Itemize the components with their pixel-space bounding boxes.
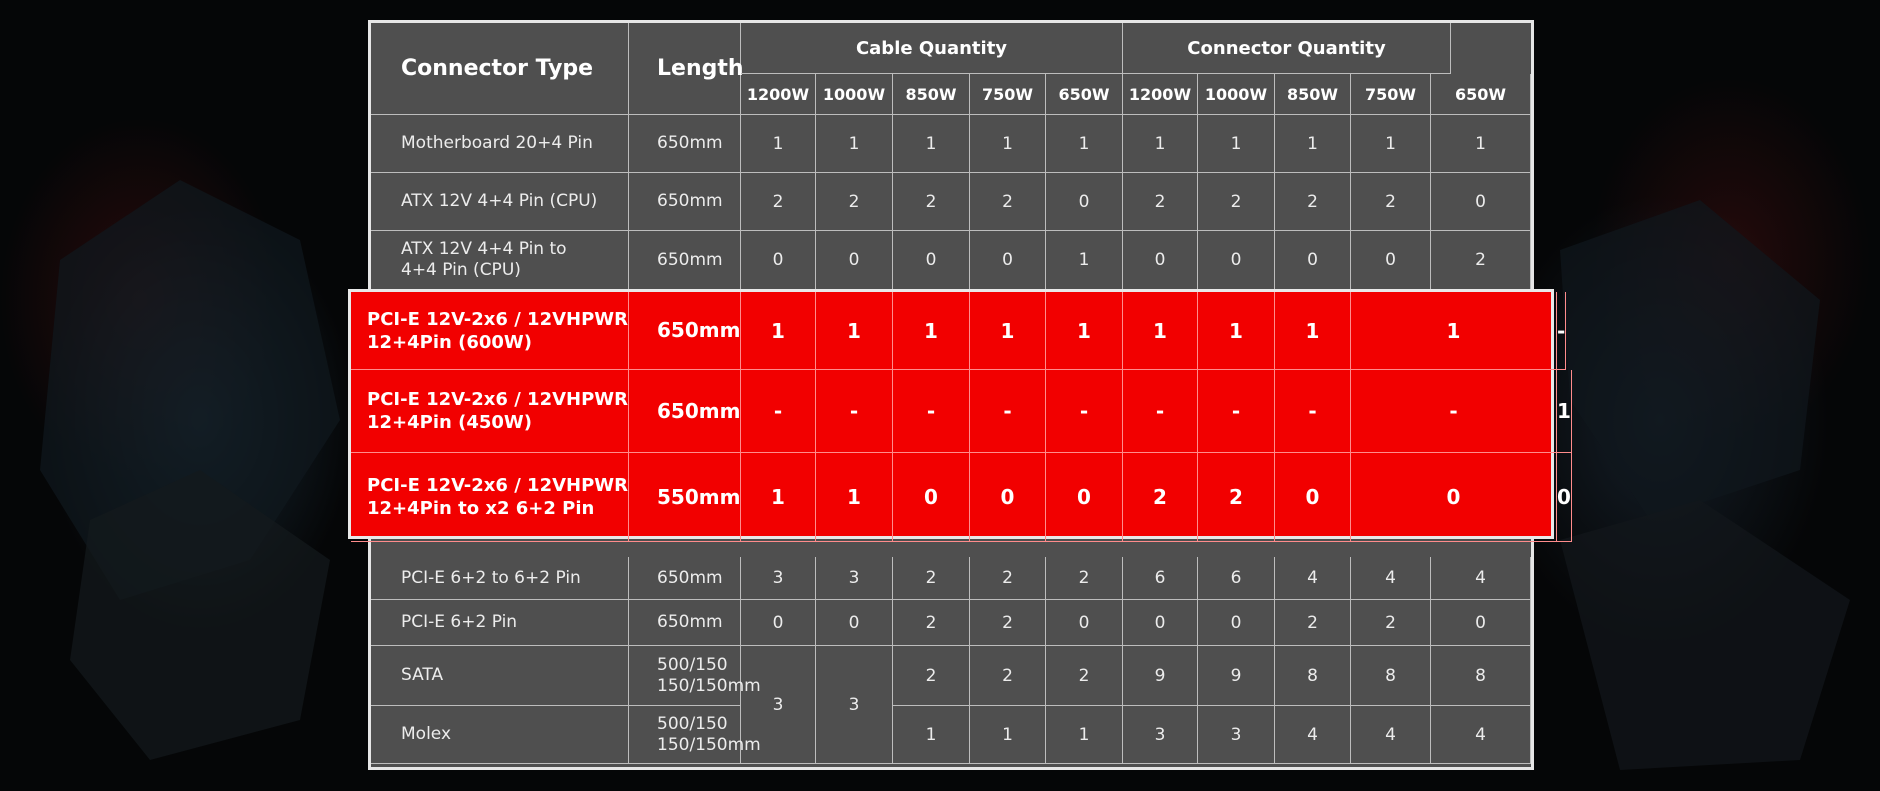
cable-qty-850w — [893, 173, 970, 231]
cable-length-line-1: 500/150 — [657, 654, 728, 675]
connector-qty-850w — [1275, 600, 1351, 646]
connector-name — [351, 370, 629, 453]
cable-qty-1000w-text: 2 — [848, 191, 860, 212]
cable-qty-650w-text: - — [1079, 399, 1089, 423]
cable-qty-650w — [1046, 292, 1123, 370]
cable-length-text: 650mm — [657, 249, 723, 270]
header-length-text: Length — [657, 56, 744, 81]
cable-length-text: 650mm — [657, 133, 723, 153]
connector-qty-1000w-text: 2 — [1230, 191, 1242, 212]
connector-qty-850w-text: 8 — [1307, 665, 1318, 686]
cable-qty-650w-text: 1 — [1078, 133, 1090, 154]
cable-qty-1200w-text: 1 — [771, 485, 785, 509]
connector-qty-750w — [1351, 292, 1557, 370]
cable-qty-1000w-text: 0 — [848, 250, 860, 270]
cable-length — [629, 600, 741, 646]
connector-name-line-1: ATX 12V 4+4 Pin to — [401, 239, 567, 259]
cable-length-text: 550mm — [657, 484, 741, 509]
connector-qty-1000w — [1198, 557, 1275, 600]
cable-qty-650w-text: 2 — [1078, 568, 1090, 588]
cable-length — [629, 370, 741, 453]
connector-qty-1200w-text: 6 — [1154, 568, 1166, 588]
cable-qty-1000w-text: 1 — [847, 485, 861, 509]
connector-qty-650w-text: 1 — [1557, 399, 1571, 423]
connector-name-line-2: 12+4Pin to x2 6+2 Pin — [367, 498, 595, 519]
cable-qty-750w — [970, 453, 1046, 542]
connector-qty-1000w-text: 0 — [1230, 250, 1242, 270]
connector-qty-750w-text: 1 — [1385, 133, 1396, 154]
connector-qty-1200w-text: 1 — [1154, 133, 1166, 154]
connector-qty-1200w — [1123, 115, 1198, 173]
connector-qty-650w — [1431, 600, 1531, 646]
connector-qty-650w — [1431, 115, 1531, 173]
cable-qty-850w — [893, 231, 970, 290]
cable-length — [629, 115, 741, 173]
connector-name — [351, 292, 629, 370]
cable-qty-850w — [893, 292, 970, 370]
connector-qty-850w-text: 1 — [1307, 133, 1318, 154]
cable-length-text: 650mm — [657, 191, 723, 211]
cable-qty-850w — [893, 453, 970, 542]
cable-qty-850w-text: 2 — [925, 568, 937, 588]
cable-qty-1200w — [741, 292, 816, 370]
cable-qty-650w-text: 0 — [1078, 612, 1090, 633]
connector-name-line-1: PCI-E 12V-2x6 / 12VHPWR — [367, 475, 628, 496]
cable-qty-1200w-sata-molex — [741, 646, 816, 764]
connector-qty-850w-text: 2 — [1307, 191, 1318, 212]
header-connector-quantity — [1123, 23, 1451, 74]
cable-qty-1000w — [816, 173, 893, 231]
cable-qty-750w-text: 1 — [1002, 133, 1013, 154]
connector-qty-850w-text: 0 — [1305, 485, 1320, 509]
cable-qty-650w — [1046, 231, 1123, 290]
cable-qty-850w — [893, 706, 970, 764]
cable-qty-650w — [1046, 600, 1123, 646]
cable-qty-750w — [970, 706, 1046, 764]
cable-qty-1000w — [816, 370, 893, 453]
connector-qty-750w — [1351, 706, 1431, 764]
connector-qty-1000w-text: 1 — [1230, 133, 1242, 154]
connector-qty-650w-text: 2 — [1475, 250, 1486, 270]
connector-name-line-2: 12+4Pin (600W) — [367, 331, 532, 353]
connector-qty-1200w-text: 9 — [1154, 665, 1166, 686]
cable-qty-850w-text: 0 — [925, 250, 937, 270]
connector-qty-1000w — [1198, 292, 1275, 370]
cable-qty-750w — [970, 600, 1046, 646]
cable-qty-1000w-sata-molex — [816, 646, 893, 764]
header-connector-type — [371, 23, 629, 115]
cable-qty-1000w-text: 3 — [848, 568, 860, 588]
cable-qty-650w — [1046, 173, 1123, 231]
connector-name-text: SATA — [401, 665, 444, 685]
connector-qty-750w — [1351, 600, 1431, 646]
header-cable-1000w-text: 1000W — [822, 84, 886, 104]
connector-qty-1200w-text: 2 — [1154, 191, 1166, 212]
connector-qty-750w — [1351, 115, 1431, 173]
cable-length — [629, 557, 741, 600]
header-connector-1000w-text: 1000W — [1204, 84, 1268, 104]
connector-qty-650w — [1431, 231, 1531, 290]
connector-qty-850w — [1275, 370, 1351, 453]
connector-qty-750w-text: 2 — [1385, 612, 1396, 633]
header-cable-quantity — [741, 23, 1123, 74]
cable-qty-1000w-text: 0 — [848, 612, 860, 633]
cable-qty-750w-text: 2 — [1002, 568, 1013, 588]
connector-qty-750w — [1351, 453, 1557, 542]
cable-qty-1000w-text: 1 — [847, 318, 861, 343]
connector-name — [371, 115, 629, 173]
header-connector-750w — [1351, 74, 1431, 115]
header-cable-650w — [1046, 74, 1123, 115]
connector-name — [371, 706, 629, 764]
header-connector-quantity-text: Connector Quantity — [1187, 37, 1386, 59]
cable-qty-750w — [970, 115, 1046, 173]
cable-length — [629, 292, 741, 370]
cable-qty-1000w — [816, 231, 893, 290]
connector-qty-850w-text: 4 — [1307, 724, 1318, 745]
cable-qty-1200w-text: 3 — [772, 568, 784, 588]
cable-length-line-1: 500/150 — [657, 713, 728, 734]
cable-qty-750w — [970, 370, 1046, 453]
cable-qty-1000w-sata-molex-text: 3 — [848, 694, 860, 715]
header-connector-1200w-text: 1200W — [1128, 84, 1192, 104]
cable-qty-650w — [1046, 646, 1123, 706]
cable-qty-850w-text: 0 — [924, 485, 938, 509]
cable-qty-750w-text: 1 — [1000, 318, 1015, 343]
connector-qty-750w — [1351, 370, 1557, 453]
header-connector-1000w — [1198, 74, 1275, 115]
cable-qty-850w — [893, 557, 970, 600]
header-cable-quantity-text: Cable Quantity — [855, 37, 1008, 59]
connector-name-line-1: PCI-E 12V-2x6 / 12VHPWR — [367, 308, 628, 330]
header-connector-1200w — [1123, 74, 1198, 115]
connector-qty-650w-text: 1 — [1475, 133, 1486, 154]
cable-qty-850w-text: 1 — [925, 724, 937, 745]
cable-qty-650w-text: 0 — [1078, 191, 1090, 212]
connector-qty-750w — [1351, 231, 1431, 290]
connector-qty-650w — [1431, 173, 1531, 231]
cable-qty-850w — [893, 600, 970, 646]
cable-qty-850w — [893, 646, 970, 706]
connector-qty-650w — [1431, 646, 1531, 706]
connector-qty-750w — [1351, 173, 1431, 231]
header-length — [629, 23, 744, 115]
header-cable-750w — [970, 74, 1046, 115]
connector-qty-650w-text: 0 — [1557, 485, 1571, 509]
cable-qty-650w-text: 0 — [1077, 485, 1091, 509]
connector-qty-850w-text: 2 — [1307, 612, 1318, 633]
connector-name — [351, 453, 629, 542]
cable-length — [629, 173, 741, 231]
header-cable-1200w — [741, 74, 816, 115]
header-connector-750w-text: 750W — [1364, 84, 1417, 104]
cable-qty-750w-text: 0 — [1002, 250, 1013, 270]
connector-qty-750w — [1351, 557, 1431, 600]
cable-qty-1200w — [741, 173, 816, 231]
connector-qty-1000w — [1198, 173, 1275, 231]
connector-qty-1200w-text: 1 — [1153, 318, 1167, 343]
connector-qty-650w-text: 0 — [1475, 191, 1486, 212]
header-cable-1000w — [816, 74, 893, 115]
cable-qty-1200w-text: 2 — [772, 191, 784, 212]
connector-qty-750w-text: - — [1449, 399, 1458, 423]
connector-qty-1000w — [1198, 453, 1275, 542]
connector-name-text: ATX 12V 4+4 Pin (CPU) — [401, 191, 598, 211]
header-cable-850w — [893, 74, 970, 115]
connector-name-line-1: PCI-E 12V-2x6 / 12VHPWR — [367, 389, 628, 410]
header-cable-650w-text: 650W — [1058, 84, 1110, 104]
cable-qty-1000w — [816, 115, 893, 173]
header-connector-850w — [1275, 74, 1351, 115]
connector-qty-650w — [1431, 706, 1531, 764]
pcie-12v-2x6-highlight-block — [348, 289, 1571, 539]
connector-name-text: PCI-E 6+2 to 6+2 Pin — [401, 567, 581, 588]
cable-qty-1200w-text: 1 — [772, 133, 784, 154]
cable-qty-850w-text: 2 — [925, 191, 937, 212]
connector-qty-850w — [1275, 453, 1351, 542]
header-connector-650w — [1431, 74, 1531, 115]
connector-qty-1000w-text: 0 — [1230, 612, 1242, 633]
connector-qty-1000w — [1198, 706, 1275, 764]
connector-qty-1000w-text: 1 — [1229, 318, 1243, 343]
cable-qty-850w — [893, 115, 970, 173]
connector-qty-1200w-text: 2 — [1153, 485, 1167, 509]
cable-qty-1000w — [816, 453, 893, 542]
cable-length-text: 650mm — [657, 318, 741, 342]
cable-qty-1200w — [741, 600, 816, 646]
cable-qty-750w-text: 1 — [1002, 724, 1013, 745]
connector-qty-1200w-text: 0 — [1154, 250, 1166, 270]
cable-qty-850w-text: 1 — [924, 318, 938, 343]
connector-qty-750w-text: 0 — [1385, 250, 1396, 270]
cable-qty-750w — [970, 231, 1046, 290]
connector-qty-850w — [1275, 292, 1351, 370]
connector-qty-1200w — [1123, 453, 1198, 542]
header-connector-850w-text: 850W — [1286, 84, 1339, 104]
connector-name-line-2: 4+4 Pin (CPU) — [401, 260, 521, 280]
connector-qty-750w-text: 4 — [1385, 568, 1396, 588]
cable-qty-1200w-text: 0 — [772, 250, 784, 270]
cable-qty-750w-text: 2 — [1002, 612, 1013, 633]
cable-qty-650w-text: 1 — [1078, 250, 1090, 270]
connector-name-line-2: 12+4Pin (450W) — [367, 412, 532, 433]
connector-qty-650w — [1557, 453, 1572, 542]
connector-qty-650w-text: - — [1557, 318, 1566, 343]
connector-qty-1200w — [1123, 231, 1198, 290]
cable-length-text: 650mm — [657, 567, 723, 588]
connector-name-text: Motherboard 20+4 Pin — [401, 133, 593, 153]
cable-qty-650w-text: 1 — [1078, 724, 1090, 745]
connector-qty-650w-text: 0 — [1475, 612, 1486, 633]
cable-qty-650w — [1046, 557, 1123, 600]
connector-qty-850w-text: 1 — [1305, 318, 1320, 343]
cable-qty-1200w — [741, 370, 816, 453]
cable-length-text: 650mm — [657, 612, 723, 632]
connector-qty-1200w — [1123, 292, 1198, 370]
cable-qty-1200w — [741, 453, 816, 542]
connector-qty-1200w — [1123, 370, 1198, 453]
connector-qty-850w — [1275, 231, 1351, 290]
connector-qty-1200w — [1123, 646, 1198, 706]
connector-qty-1000w-text: - — [1231, 399, 1241, 423]
cable-qty-1200w-sata-molex-text: 3 — [772, 694, 784, 715]
cable-qty-1200w — [741, 115, 816, 173]
cable-qty-1200w — [741, 231, 816, 290]
connector-qty-1200w-text: 3 — [1154, 724, 1166, 745]
connector-qty-750w-text: 4 — [1385, 724, 1396, 745]
connector-qty-650w-text: 8 — [1475, 665, 1486, 686]
connector-qty-750w — [1351, 646, 1431, 706]
connector-name — [371, 600, 629, 646]
connector-qty-750w-text: 2 — [1385, 191, 1396, 212]
connector-qty-850w — [1275, 557, 1351, 600]
connector-name — [371, 557, 629, 600]
connector-qty-1200w — [1123, 557, 1198, 600]
cable-length-text: 650mm — [657, 398, 741, 423]
connector-qty-750w-text: 0 — [1446, 485, 1461, 509]
connector-qty-850w-text: - — [1308, 399, 1317, 423]
connector-qty-1000w-text: 9 — [1230, 665, 1242, 686]
cable-qty-1200w-text: 0 — [772, 612, 784, 633]
connector-qty-850w — [1275, 173, 1351, 231]
cable-qty-750w — [970, 173, 1046, 231]
cable-qty-1200w-text: - — [773, 399, 783, 423]
connector-qty-850w — [1275, 115, 1351, 173]
cable-qty-750w-text: - — [1003, 399, 1012, 423]
connector-name — [371, 173, 629, 231]
connector-qty-650w-text: 4 — [1475, 724, 1486, 745]
connector-qty-1000w-text: 3 — [1230, 724, 1242, 745]
connector-qty-1200w — [1123, 173, 1198, 231]
cable-qty-650w — [1046, 706, 1123, 764]
connector-qty-1200w — [1123, 600, 1198, 646]
cable-qty-1000w — [816, 557, 893, 600]
cable-length-line-2: 150/150mm — [657, 675, 761, 696]
connector-qty-850w — [1275, 646, 1351, 706]
connector-qty-1000w — [1198, 231, 1275, 290]
connector-qty-1000w — [1198, 115, 1275, 173]
cable-qty-750w — [970, 292, 1046, 370]
cable-qty-1000w-text: - — [849, 399, 859, 423]
cable-length — [629, 646, 761, 706]
connector-name-text: Molex — [401, 724, 452, 744]
connector-qty-1200w — [1123, 706, 1198, 764]
cable-qty-750w — [970, 646, 1046, 706]
cable-qty-1000w — [816, 600, 893, 646]
connector-qty-650w-text: 4 — [1475, 568, 1486, 588]
cable-qty-850w-text: 2 — [925, 612, 937, 633]
cable-length-line-2: 150/150mm — [657, 734, 761, 755]
connector-qty-750w-text: 8 — [1385, 665, 1396, 686]
connector-qty-850w — [1275, 706, 1351, 764]
connector-name-text: PCI-E 6+2 Pin — [401, 612, 518, 632]
cable-qty-1000w-text: 1 — [848, 133, 860, 154]
connector-qty-650w — [1431, 557, 1531, 600]
cable-qty-750w-text: 2 — [1002, 665, 1013, 686]
header-cable-1200w-text: 1200W — [746, 84, 810, 104]
cable-qty-850w-text: 2 — [925, 665, 937, 686]
cable-qty-850w-text: 1 — [925, 133, 937, 154]
connector-qty-650w — [1557, 370, 1572, 453]
cable-qty-750w-text: 2 — [1002, 191, 1013, 212]
connector-qty-1000w-text: 2 — [1229, 485, 1243, 509]
cable-length — [629, 231, 741, 290]
cable-qty-650w — [1046, 453, 1123, 542]
cable-qty-650w-text: 1 — [1077, 318, 1091, 343]
connector-qty-1000w — [1198, 600, 1275, 646]
header-cable-850w-text: 850W — [905, 84, 957, 104]
cable-qty-1200w — [741, 557, 816, 600]
cable-qty-750w — [970, 557, 1046, 600]
connector-name — [371, 231, 629, 290]
connector-qty-1200w-text: - — [1155, 399, 1165, 423]
connector-qty-850w-text: 0 — [1307, 250, 1318, 270]
cable-qty-650w-text: 2 — [1078, 665, 1090, 686]
cable-qty-1200w-text: 1 — [771, 318, 785, 343]
connector-qty-1000w — [1198, 646, 1275, 706]
connector-qty-650w — [1557, 292, 1566, 370]
header-connector-type-text: Connector Type — [401, 56, 594, 81]
cable-qty-850w-text: - — [926, 399, 936, 423]
cable-length — [629, 453, 741, 542]
cable-qty-750w-text: 0 — [1000, 485, 1015, 509]
connector-qty-850w-text: 4 — [1307, 568, 1318, 588]
cable-qty-650w — [1046, 115, 1123, 173]
cable-qty-850w — [893, 370, 970, 453]
cable-length — [629, 706, 761, 764]
connector-qty-1200w-text: 0 — [1154, 612, 1166, 633]
header-connector-650w-text: 650W — [1454, 84, 1507, 104]
cable-qty-650w — [1046, 370, 1123, 453]
cable-qty-1000w — [816, 292, 893, 370]
connector-qty-1000w-text: 6 — [1230, 568, 1242, 588]
connector-qty-1000w — [1198, 370, 1275, 453]
connector-name — [371, 646, 629, 706]
connector-qty-750w-text: 1 — [1446, 318, 1461, 343]
header-cable-750w-text: 750W — [981, 84, 1034, 104]
